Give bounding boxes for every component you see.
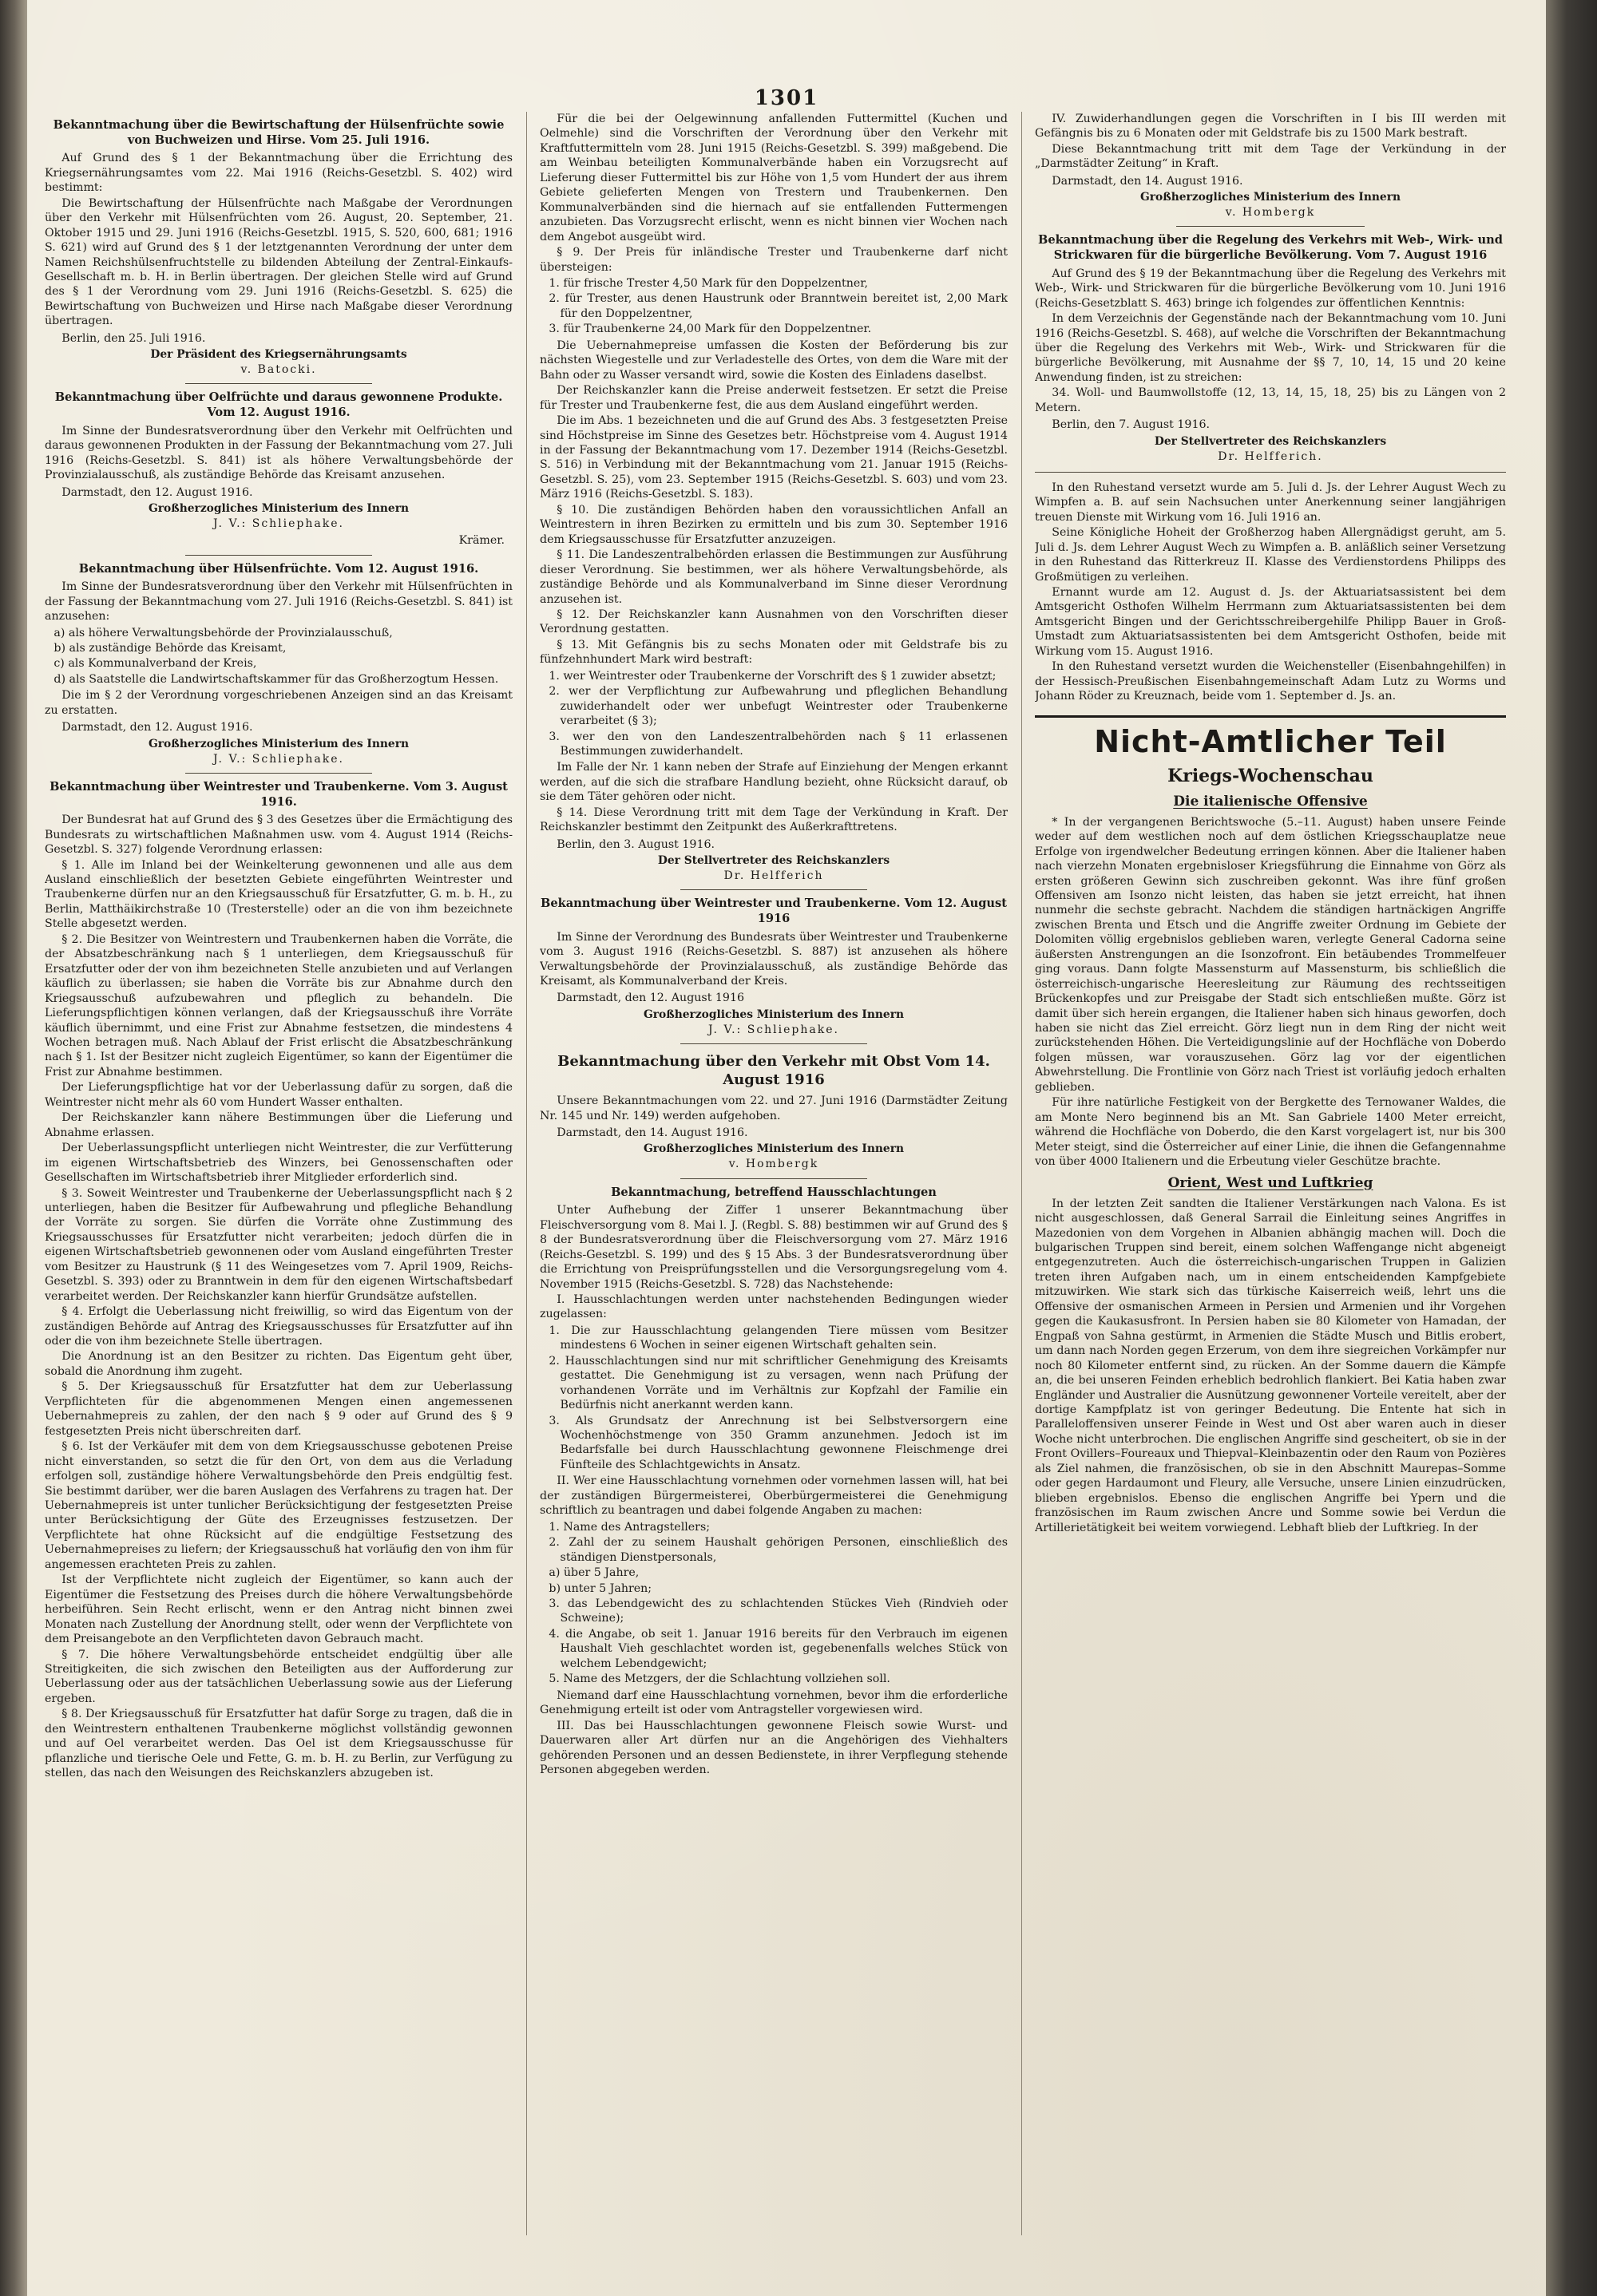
place-date: Darmstadt, den 12. August 1916. (61, 721, 253, 734)
notice-heading: Bekanntmachung über die Regelung des Verkehrs mit Web-, Wirk- und Strickwaren für die bürgerliche Bevölkerung. Vom 7. August 1916 (1038, 233, 1503, 263)
section-divider (680, 889, 867, 890)
issuing-authority: Der Präsident des Kriegsernährungsamts (150, 348, 407, 362)
paragraph: Auf Grund des § 1 der Bekanntmachung über die Errichtung des Kriegsernährungsamtes vom 22. Mai 1916 (Reichs-Gesetzbl. S. 402) wird bestimmt: (45, 152, 513, 195)
paragraph: Für ihre natürliche Festigkeit von der Bergkette des Ternowaner Waldes, die am Monte Nero beginnend bis an Mt. San Gabriele 1400 Meter erreicht, während die Hochfläche von Doberdo, die den Karst vorgelagert ist, nur bis 300 Meter steigt, sind die Österreicher auf einer Linie, die ihnen die Gefangennahme von über 4000 Italienern und die Erbeutung vieler Geschütze brachte. (1035, 1096, 1506, 1169)
section-divider (1035, 472, 1506, 473)
paragraph: In der letzten Zeit sandten die Italiener Verstärkungen nach Valona. Es ist nicht ausgeschlossen, daß General Sarrail die Einleitung seines Angriffes in Mazedonien von dem Vorgehen in Albanien abhängig machen will. Doch die bulgarischen Truppen sind bereit, einem solchen Waffengange nicht abgeneigt entgegenzutreten. Auch die österreichisch-ungarischen Truppen in Galizien treten ihren Aufgaben nach, um in einem entscheidenden Kampfgebiete mitzuwirken. Wie stark sich das türkische Kaiserreich weiß, lehrt uns die Offensive der osmanischen Armeen in Persien und Armenien und ihr Vorgehen gegen die Kaukasusfront. In Persien haben sie 80 Kilometer von Hamadan, der Engpaß von Sahna gestürmt, in Armenien die Städte Musch und Bitlis erobert, um dann nach Norden gegen Erzerum, von dem ihre siegreichen Vorkämpfer nur noch 80 Kilometer entfernt sind, zu rücken. An der Somme dauern die Kämpfe an, die bei unseren Feinden erheblich bedrohlich flankiert. Bei Katia haben zwar Engländer und Australier die Ausnützung gewonnener Vorteile vereitelt, aber der dortige Kampfplatz ist von geringer Bedeutung. Die Entente hat sich in Paralleloffensiven unserer Feinde in West und Ost aber waren auch in dieser Woche nicht unterbrochen. Die englischen Angriffe sind gescheitert, ob sie in der Front Ovillers–Foureaux und Thiepval–Kleinbazentin oder den Raum von Pozières als Ziel nahmen, die französischen, ob sie in den Abschnitt Maurepas–Somme oder gegen Hardaumont und Fleury, alle Versuche, unsere Linien einzudrücken, blieben ergebnislos. Ebenso die englischen Angriffe bei Ypern und die französischen im Raum zwischen Ancre und Somme sowie bei Verdun die Artillerietätigkeit bei weitem vorwiegend. Lebhaft blieb der Luftkrieg. In der (1035, 1197, 1506, 1534)
section-banner: Nicht-Amtlicher Teil (1094, 723, 1447, 759)
notice-heading: Bekanntmachung, betreffend Hausschlachtungen (611, 1185, 937, 1199)
place-date: Darmstadt, den 14. August 1916. (1052, 174, 1243, 188)
paragraph: Die Uebernahmepreise umfassen die Kosten der Beförderung bis zur nächsten Wiegestelle und zur Verladestelle des Ortes, von dem die Ware mit der Bahn oder zu Wasser versandt wird, sowie die Kosten des Einladens daselbst. (540, 338, 1008, 382)
paragraph: Im Sinne der Bundesratsverordnung über den Verkehr mit Hülsenfrüchten in der Fassung der Bekanntmachung vom 27. Juli 1916 (Reichs-Gesetzbl. S. 841) ist anzusehen: (45, 580, 513, 623)
list-item: c) als Kommunalverband der Kreis, (53, 657, 257, 671)
article-heading: Orient, West und Luftkrieg (1167, 1174, 1373, 1191)
notice-heading: Bekanntmachung über Weintrester und Traubenkerne. Vom 3. August 1916. (50, 779, 508, 809)
paragraph: Im Sinne der Bundesratsverordnung über den Verkehr mit Oelfrüchten und daraus gewonnenen Produkten in der Fassung der Bekanntmachung vom 27. Juli 1916 (Reichs-Gesetzbl. S. 841) ist als höhere Verwaltungsbehörde der Provinzialausschuß, als zuständige Behörde das Kreisamt anzusehen. (45, 424, 513, 482)
list-item: 2. Zahl der zu seinem Haushalt gehörigen Personen, einschließlich des ständigen Dienstpersonals, (549, 1536, 1008, 1564)
paragraph: Der Bundesrat hat auf Grund des § 3 des Gesetzes über die Ermächtigung des Bundesrats zu wirtschaftlichen Maßnahmen usw. vom 4. August 1914 (Reichs-Gesetzbl. S. 327) folgende Verordnung erlassen: (45, 813, 513, 857)
list-item: a) über 5 Jahre, (549, 1566, 640, 1580)
signatory: v. Hombergk (728, 1158, 819, 1171)
column-rule-1 (526, 112, 527, 2235)
paragraph: § 10. Die zuständigen Behörden haben den voraussichtlichen Anfall an Weintrestern in ihren Bezirken zu ermitteln und bis zum 30. September 1916 dem Kriegsausschusse für Ersatzfutter anzuzeigen. (540, 503, 1008, 546)
paragraph: Die im Abs. 1 bezeichneten und die auf Grund des Abs. 3 festgesetzten Preise sind Höchstpreise im Sinne des Gesetzes betr. Höchstpreise vom 4. August 1914 in der Fassung der Bekanntmachung vom 17. Dezember 1914 (Reichs-Gesetzbl. S. 516) in Verbindung mit der Bekanntmachung vom 21. Januar 1915 (Reichs-Gesetzbl. S. 25), vom 23. September 1915 (Reichs-Gesetzbl. S. 603) und vom 23. März 1916 (Reichs-Gesetzbl. S. 183). (540, 414, 1008, 501)
paragraph: I. Hausschlachtungen werden unter nachstehenden Bedingungen wieder zugelassen: (540, 1292, 1008, 1321)
paragraph: § 11. Die Landeszentralbehörden erlassen die Bestimmungen zur Ausführung dieser Verordnung. Sie bestimmen, wer als höhere Verwaltungsbehörde, als zuständige Behörde und als Kommunalverband im Sinne dieser Verordnung anzusehen ist. (540, 548, 1008, 606)
paragraph: Die im § 2 der Verordnung vorgeschriebenen Anzeigen sind an das Kreisamt zu erstatten. (45, 689, 513, 717)
scan-left-edge (0, 0, 27, 2296)
list-item: a) als höhere Verwaltungsbehörde der Provinzialausschuß, (53, 626, 393, 639)
list-item: 1. Die zur Hausschlachtung gelangenden Tiere müssen vom Besitzer mindestens 6 Wochen in seiner eigenen Wirtschaft gehalten sein. (549, 1324, 1008, 1352)
issuing-authority: Großherzogliches Ministerium des Innern (149, 737, 409, 750)
signatory: Dr. Helfferich. (1218, 449, 1323, 463)
enumerated-list (540, 669, 1008, 759)
issuing-authority: Großherzogliches Ministerium des Innern (644, 1142, 904, 1156)
signatory: v. Batocki. (240, 363, 317, 377)
list-item: 1. Name des Antragstellers; (549, 1520, 711, 1534)
paragraph: Im Falle der Nr. 1 kann neben der Strafe auf Einziehung der Mengen erkannt werden, auf die sich die strafbare Handlung bezieht, ohne Rücksicht darauf, ob sie dem Täter gehören oder nicht. (540, 761, 1008, 804)
paragraph: In den Ruhestand versetzt wurde am 5. Juli d. Js. der Lehrer August Wech zu Wimpfen a. B. auf sein Nachsuchen unter Anerkennung seiner langjährigen treuen Dienste mit Wirkung vom 16. Juli 1916 an. (1035, 481, 1506, 524)
issuing-authority: Der Stellvertreter des Reichskanzlers (657, 854, 890, 868)
place-date: Berlin, den 7. August 1916. (1052, 418, 1211, 432)
paragraph: § 8. Der Kriegsausschuß für Ersatzfutter hat dafür Sorge zu tragen, daß die in den Weintrestern enthaltenen Traubenkerne möglichst vollständig gewonnen und auf Oel verarbeitet werden. Das Oel ist dem Kriegsausschusse für pflanzliche und tierische Oele und Fette, G. m. b. H. zu Berlin, zur Verfügung zu stellen, das nach den Weisungen des Reichskanzlers abzugeben ist. (45, 1708, 513, 1780)
section-divider (1176, 226, 1365, 227)
paragraph: Ist der Verpflichtete nicht zugleich der Eigentümer, so kann auch der Eigentümer die Festsetzung des Preises durch die höhere Verwaltungsbehörde herbeiführen. Sein Recht erlischt, wenn er den Antrag nicht binnen zwei Monaten nach Zustellung der Anordnung stellt, oder wenn der Verpflichtete von dem Preisangebote an den Verpflichteten davon Gebrauch macht. (45, 1574, 513, 1646)
section-divider (680, 1043, 867, 1044)
paragraph: Der Lieferungspflichtige hat vor der Ueberlassung dafür zu sorgen, daß die Weintrester nicht mehr als 60 vom Hundert Wasser enthalten. (45, 1081, 513, 1109)
issuing-authority: Großherzogliches Ministerium des Innern (644, 1007, 904, 1021)
paragraph: 34. Woll- und Baumwollstoffe (12, 13, 14, 15, 18, 25) bis zu Längen von 2 Metern. (1035, 386, 1506, 414)
column-1 (45, 112, 513, 2267)
paragraph: § 1. Alle im Inland bei der Weinkelterung gewonnenen und alle aus dem Ausland einschließlich der besetzten Gebiete eingeführten Weintrester und Traubenkerne dürfen nur an den Kriegsausschuß für Ersatzfutter, G. m. b. H., zu Berlin, Matthäikirchstraße 10 (Tresterstelle) oder an die von ihm bezeichnete Stelle abgesetzt werden. (45, 858, 513, 931)
notice-heading: Bekanntmachung über Oelfrüchte und daraus gewonnene Produkte. Vom 12. August 1916. (54, 390, 503, 420)
place-date: Berlin, den 25. Juli 1916. (61, 331, 206, 345)
section-divider (185, 773, 372, 774)
paragraph: II. Wer eine Hausschlachtung vornehmen oder vornehmen lassen will, hat bei der zuständigen Bürgermeisterei, Oberbürgermeisterei die Genehmigung schriftlich zu beantragen und dabei folgende Angaben zu machen: (540, 1475, 1008, 1518)
list-item: 3. das Lebendgewicht des zu schlachtenden Stückes Vieh (Rindvieh oder Schweine); (549, 1597, 1008, 1625)
issuing-authority: Großherzogliches Ministerium des Innern (1140, 191, 1401, 204)
paragraph: § 3. Soweit Weintrester und Traubenkerne der Ueberlassungspflicht nach § 2 unterliegen, haben die Besitzer für Aufbewahrung und pflegliche Behandlung der Vorräte zu sorgen. Sie dürfen die Vorräte ohne Zustimmung des Kriegsausschusses für Ersatzfutter nicht verarbeiten; jedoch dürfen die in eigenen Wirtschaftsbetrieb gewonnenen oder vom Ausland eingeführten Trester vom Besitzer zu Haustrunk (§ 11 des Weingesetzes vom 7. April 1909, Reichs-Gesetzbl. S. 393) oder zu Branntwein in dem für den eigenen Wirtschaftsbedarf verarbeitet werden. Der Reichskanzler kann hierfür Grundsätze aufstellen. (45, 1186, 513, 1303)
paragraph: Seine Königliche Hoheit der Großherzog haben Allergnädigst geruht, am 5. Juli d. Js. dem Lehrer August Wech zu Wimpfen a. B. anläßlich seiner Versetzung in den Ruhestand das Ritterkreuz II. Klasse des Verdienstordens Philipps des Großmütigen zu verleihen. (1035, 526, 1506, 584)
list-item: 3. Als Grundsatz der Anrechnung ist bei Selbstversorgern eine Wochenhöchstmenge von 350 Gramm anzunehmen. Jedoch ist im Bedarfsfalle bei durch Hausschlachtung gewonnene Fleischmenge drei Fünfteile des Schlachtgewichts in Ansatz. (549, 1414, 1008, 1471)
column-2 (540, 112, 1008, 2267)
column-3 (1035, 112, 1506, 2267)
list-item: 3. wer den von den Landeszentralbehörden nach § 11 erlassenen Bestimmungen zuwiderhandelt. (549, 730, 1008, 758)
enumerated-list (540, 1520, 1008, 1687)
enumerated-list (45, 626, 513, 687)
paragraph: Für die bei der Oelgewinnung anfallenden Futtermittel (Kuchen und Oelmehle) sind die Vorschriften der Verordnung über den Verkehr mit Kraftfuttermitteln vom 28. Juni 1915 (Reichs-Gesetzbl. S. 399) maßgebend. Die am Weinbau beteiligten Kommunalverbände haben ein Vorzugsrecht auf Lieferung dieser Futtermittel bis zur Höhe von 1,5 vom Hundert der aus ihrem Gebiete gelieferten Mengen von Trestern und Traubenkernen. Den Kommunalverbänden sind die hiernach auf sie entfallenden Futtermengen anzubieten. Das Vorzugsrecht erlischt, wenn es nicht binnen vier Wochen nach dem Angebot ausgeübt wird. (540, 113, 1008, 243)
paragraph: Unter Aufhebung der Ziffer 1 unserer Bekanntmachung über Fleischversorgung vom 8. Mai l. J. (Regbl. S. 88) bestimmen wir auf Grund des § 8 der Bundesratsverordnung über die Fleischversorgung vom 27. März 1916 (Reichs-Gesetzbl. S. 199) und des § 15 Abs. 3 der Bundesratsverordnung über die Errichtung von Preisprüfungsstellen und die Versorgungsregelung vom 4. November 1915 (Reichs-Gesetzbl. S. 728) das Nachstehende: (540, 1204, 1008, 1291)
enumerated-list (540, 1324, 1008, 1473)
list-item: 1. für frische Trester 4,50 Mark für den Doppelzentner, (549, 276, 869, 290)
paragraph: § 4. Erfolgt die Ueberlassung nicht freiwillig, so wird das Eigentum von der zuständigen Behörde auf Antrag des Kriegsausschusses für Ersatzfutter auf ihn oder die von ihm bezeichnete Stelle übertragen. (45, 1305, 513, 1348)
paragraph: III. Das bei Hausschlachtungen gewonnene Fleisch sowie Wurst- und Dauerwaren aller Art dürfen nur an die Angehörigen des Viehhalters gehörenden Personen und an dessen Bedienstete, in ihrer Verpflegung stehende Personen abgegeben werden. (540, 1719, 1008, 1776)
paragraph: In den Ruhestand versetzt wurden die Weichensteller (Eisenbahngehilfen) in der Hessisch-Preußischen Eisenbahngemeinschaft Adam Lutz zu Worms und Johann Röder zu Kreuznach, beide vom 1. September d. Js. an. (1035, 660, 1506, 703)
list-item: 3. für Traubenkerne 24,00 Mark für den Doppelzentner. (549, 323, 872, 336)
paragraph: § 14. Diese Verordnung tritt mit dem Tage der Verkündung in Kraft. Der Reichskanzler bestimmt den Zeitpunkt des Außerkrafttretens. (540, 806, 1008, 834)
page-number: 1301 (754, 86, 819, 110)
paragraph: § 13. Mit Gefängnis bis zu sechs Monaten oder mit Geldstrafe bis zu fünfzehnhundert Mark wird bestraft: (540, 638, 1008, 667)
list-item: b) als zuständige Behörde das Kreisamt, (53, 642, 287, 655)
place-date: Darmstadt, den 12. August 1916. (61, 485, 253, 499)
paragraph: IV. Zuwiderhandlungen gegen die Vorschriften in I bis III werden mit Gefängnis bis zu 6 Monaten oder mit Geldstrafe bis zu 1500 Mark bestraft. (1035, 113, 1506, 141)
list-item: 2. wer der Verpflichtung zur Aufbewahrung und pfleglichen Behandlung zuwiderhandelt oder wer unbefugt Weintrester oder Traubenkerne verarbeitet (§ 3); (549, 685, 1008, 728)
notice-heading: Bekanntmachung über Hülsenfrüchte. Vom 12. August 1916. (78, 561, 479, 576)
paragraph: § 6. Ist der Verkäufer mit dem von dem Kriegsausschusse gebotenen Preise nicht einverstanden, so setzt die für den Ort, von dem aus die Verladung erfolgen soll, zuständige höhere Verwaltungsbehörde den Preis endgültig fest. Sie bestimmt darüber, wer die baren Auslagen des Verfahrens zu tragen hat. Der Uebernahmepreis ist unter tunlicher Berücksichtigung der festgesetzten Preise unter Berücksichtigung der Güte des Erzeugnisses festzusetzen. Der Verpflichtete hat ohne Rücksicht auf die endgültige Festsetzung des Uebernahmepreises zu liefern; der Kriegsausschuß hat vorläufig den von ihm für angemessen erachteten Preis zu zahlen. (45, 1440, 513, 1571)
paragraph: § 5. Der Kriegsausschuß für Ersatzfutter hat dem zur Ueberlassung Verpflichteten für die abgenommenen Mengen einen angemessenen Uebernahmepreis zu zahlen, der den nach § 9 oder auf Grund des § 9 festgesetzten Preis nicht überschreiten darf. (45, 1380, 513, 1438)
list-item: 2. für Trester, aus denen Haustrunk oder Branntwein bereitet ist, 2,00 Mark für den Doppelzentner, (549, 292, 1008, 320)
column-rule-2 (1021, 112, 1022, 2235)
paragraph: Im Sinne der Verordnung des Bundesrats über Weintrester und Traubenkerne vom 3. August 1916 (Reichs-Gesetzbl. S. 887) ist anzusehen als höhere Verwaltungsbehörde der Provinzialausschuß, als zuständige Behörde das Kreisamt, als Kommunalverband der Kreis. (540, 930, 1008, 988)
list-item: 1. wer Weintrester oder Traubenkerne der Vorschrift des § 1 zuwider absetzt; (549, 669, 997, 683)
scan-right-edge (1546, 0, 1597, 2296)
signatory: J. V.: Schliephake. (213, 517, 344, 530)
paragraph: In dem Verzeichnis der Gegenstände nach der Bekanntmachung vom 10. Juni 1916 (Reichs-Gesetzbl. S. 468), auf welche die Vorschriften der Bekanntmachung über die Regelung des Verkehrs mit Web-, Wirk- und Strickwaren für die bürgerliche Bevölkerung, mit Ausnahme der §§ 7, 10, 14, 15 und 20 keine Anwendung finden, ist zu streichen: (1035, 312, 1506, 384)
paragraph: § 2. Die Besitzer von Weintrestern und Traubenkernen haben die Vorräte, die der Absatzbeschränkung nach § 1 unterliegen, dem Kriegsausschuß für Ersatzfutter oder der von ihm bezeichneten Stelle anzubieten und auf Verlangen käuflich zu überlassen; sie haben die Vorräte bis zur Abnahme durch den Kriegsausschuß aufzubewahren und pfleglich zu behandeln. Die Lieferungspflichtigen können verlangen, daß der Kriegsausschuß ihre Vorräte käuflich übernimmt, und eine Frist zur Abnahme festsetzen, die mindestens 4 Wochen betragen muß. Nach Ablauf der Frist erlischt die Absatzbeschränkung nach § 1. Ist der Besitzer nicht zugleich Eigentümer, so kann der Eigentümer die Frist zur Abnahme bestimmen. (45, 932, 513, 1079)
paragraph: § 9. Der Preis für inländische Trester und Traubenkerne darf nicht übersteigen: (540, 246, 1008, 274)
newspaper-page (27, 0, 1546, 2296)
section-divider (185, 555, 372, 556)
article-heading: Die italienische Offensive (1173, 793, 1368, 810)
notice-heading: Bekanntmachung über die Bewirtschaftung der Hülsenfrüchte sowie von Buchweizen und Hirse. Vom 25. Juli 1916. (53, 118, 505, 147)
list-item: d) als Saatstelle die Landwirtschaftskammer für das Großherzogtum Hessen. (53, 672, 499, 686)
signatory: J. V.: Schliephake. (708, 1023, 839, 1036)
section-divider (185, 383, 372, 384)
paragraph: * In der vergangenen Berichtswoche (5.–11. August) haben unsere Feinde weder auf dem westlichen noch auf dem östlichen Kriegsschauplatze neue Erfolge von irgendwelcher Bedeutung erringen können. Aber die Italiener haben nach vierzehn Monaten ergebnisloser Kriegsführung die Einnahme von Görz als ersten größeren Gewinn sich zuschreiben gekonnt. Was ihre fünf großen Offensiven am Isonzo nicht leisten, das haben sie jetzt erreicht, hat ihnen nunmehr die sechste gebracht. Nachdem die ständigen hartnäckigen Angriffe zwischen Brenta und Etsch und die Angriffe zweiter Ordnung im Gebiete der Dolomiten völlig ergebnislos geblieben waren, verlegte General Cadorna seine äußersten Anstrengungen an die Isonzofront. Ein betäubendes Trommelfeuer ging voraus. Dann folgte Massensturm auf Massensturm, bis schließlich die österreichisch-ungarische Heeresleitung zur Räumung des rechtsseitigen Brückenkopfes und zur Preisgabe der Stadt sich entschließen mußte. Görz ist damit über sich herein ergangen, die Italiener haben sich hinaus geworfen, doch haben sie nicht das Ziel erreicht. Görz liegt nun in dem Ring der nicht weit zurückstehenden Höhen. Die Verteidigungslinie auf der Hochfläche von Doberdo folgen müssen, war vorauszusehen. Görz lag vor der eigentlichen Abwehrstellung. Die Frontlinie von Görz nach Triest ist vorläufig jedoch erhalten geblieben. (1035, 815, 1506, 1094)
paragraph: Der Reichskanzler kann nähere Bestimmungen über die Lieferung und Abnahme erlassen. (45, 1111, 513, 1139)
paragraph: Ernannt wurde am 12. August d. Js. der Aktuariatsassistent bei dem Amtsgericht Osthofen Wilhelm Herrmann zum Aktuariatsassistenten bei dem Amtsgericht Bingen und der Gerichtsschreibergehilfe Philipp Bauer in Groß-Umstadt zum Aktuariatsassistenten bei dem Amtsgericht Osthofen, beide mit Wirkung vom 15. August 1916. (1035, 585, 1506, 658)
paragraph: Auf Grund des § 19 der Bekanntmachung über die Regelung des Verkehrs mit Web-, Wirk- und Strickwaren für die bürgerliche Bevölkerung vom 10. Juni 1916 (Reichs-Gesetzblatt S. 463) bringe ich folgendes zur öffentlichen Kenntnis: (1035, 267, 1506, 310)
paragraph: § 12. Der Reichskanzler kann Ausnahmen von den Vorschriften dieser Verordnung gestatten. (540, 608, 1008, 636)
issuing-authority: Großherzogliches Ministerium des Innern (149, 501, 409, 515)
signatory: Krämer. (458, 534, 505, 548)
list-item: 4. die Angabe, ob seit 1. Januar 1916 bereits für den Verbrauch im eigenen Haushalt Vieh geschlachtet worden ist, gegebenenfalls welches Stück von welchem Lebendgewicht; (549, 1627, 1008, 1670)
place-date: Berlin, den 3. August 1916. (557, 837, 715, 851)
paragraph: § 7. Die höhere Verwaltungsbehörde entscheidet endgültig über alle Streitigkeiten, die sich zwischen den Beteiligten aus der Aufforderung zur Ueberlassung oder aus der tatsächlichen Ueberlassung sowie aus der Lieferung ergeben. (45, 1648, 513, 1705)
paragraph: Der Reichskanzler kann die Preise anderweit festsetzen. Er setzt die Preise für Trester und Traubenkerne fest, die aus dem Ausland eingeführt werden. (540, 384, 1008, 412)
list-item: 2. Hausschlachtungen sind nur mit schriftlicher Genehmigung des Kreisamts gestattet. Die Genehmigung ist zu versagen, wenn nach Prüfung der vorhandenen Vorräte und im Verhältnis zur Kopfzahl der Familie ein Bedürfnis nicht anerkannt werden kann. (549, 1354, 1008, 1412)
enumerated-list (540, 276, 1008, 337)
list-item: b) unter 5 Jahren; (549, 1581, 652, 1595)
signatory: v. Hombergk (1225, 206, 1316, 220)
paragraph: Die Bewirtschaftung der Hülsenfrüchte nach Maßgabe der Verordnungen über den Verkehr mit Hülsenfrüchten vom 26. August, 20. September, 21. Oktober 1915 und 29. Juni 1916 (Reichs-Gesetzbl. 1915, S. 520, 600, 681; 1916 S. 621) wird auf Grund des § 1 der letztgenannten Verordnung der unter dem Namen Reichshülsenfruchtstelle zu bildenden Abteilung der Zentral-Einkaufs-Gesellschaft m. b. H. in Berlin übertragen. Der gleichen Stelle wird auf Grund des § 1 der Verordnung vom 29. Juni 1916 (Reichs-Gesetzbl. S. 625) die Bewirtschaftung von Buchweizen und Hirse nach Maßgabe dieser Verordnung übertragen. (45, 196, 513, 328)
place-date: Darmstadt, den 14. August 1916. (557, 1126, 748, 1139)
paragraph: Unsere Bekanntmachungen vom 22. und 27. Juni 1916 (Darmstädter Zeitung Nr. 145 und Nr. 149) werden aufgehoben. (540, 1095, 1008, 1122)
paragraph: Niemand darf eine Hausschlachtung vornehmen, bevor ihm die erforderliche Genehmigung erteilt ist oder vom Antragsteller vorgewiesen wird. (540, 1688, 1008, 1717)
paragraph: Der Ueberlassungspflicht unterliegen nicht Weintrester, die zur Verfütterung im eigenen Wirtschaftsbetrieb des Winzers, bei Genossenschaften oder Gesellschaften im Wirtschaftsbetrieb ihrer Mitglieder erforderlich sind. (45, 1142, 513, 1185)
signatory: Dr. Helfferich (723, 869, 824, 883)
notice-heading: Bekanntmachung über den Verkehr mit Obst Vom 14. August 1916 (557, 1053, 990, 1089)
section-subtitle: Kriegs-Wochenschau (1167, 766, 1373, 786)
issuing-authority: Der Stellvertreter des Reichskanzlers (1154, 434, 1387, 448)
notice-heading: Bekanntmachung über Weintrester und Traubenkerne. Vom 12. August 1916 (541, 897, 1007, 925)
paragraph: Die Anordnung ist an den Besitzer zu richten. Das Eigentum geht über, sobald die Anordnung ihm zugeht. (45, 1350, 513, 1378)
signatory: J. V.: Schliephake. (213, 752, 344, 766)
place-date: Darmstadt, den 12. August 1916 (557, 992, 745, 1005)
section-divider (680, 1178, 867, 1179)
section-divider-thick (1035, 715, 1506, 718)
paragraph: Diese Bekanntmachung tritt mit dem Tage der Verkündung in der „Darmstädter Zeitung“ in Kraft. (1035, 142, 1506, 171)
list-item: 5. Name des Metzgers, der die Schlachtung vollziehen soll. (549, 1673, 890, 1686)
